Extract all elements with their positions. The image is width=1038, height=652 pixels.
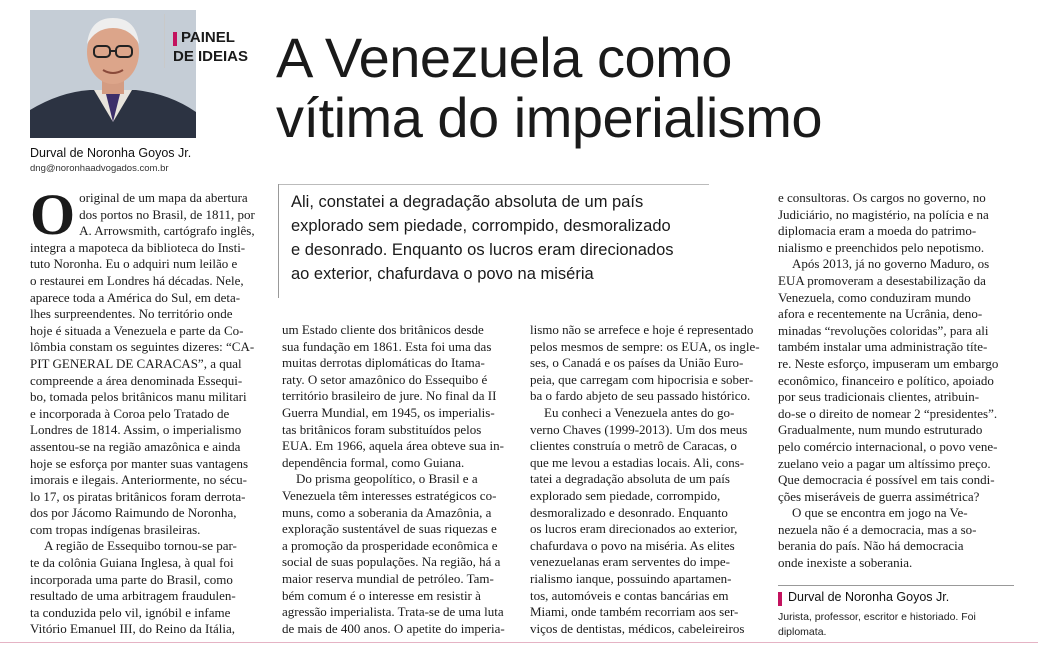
text-line: lômbia constam os seguintes dizeres: “CA- xyxy=(30,339,255,355)
text-line: social de suas populações. Na região, há a xyxy=(282,554,501,570)
text-line: Guerra Mundial, em 1945, os imperialis- xyxy=(282,404,495,420)
signature-marker xyxy=(778,592,782,606)
pull-quote-text xyxy=(291,190,715,286)
text-line: pelo comércio internacional, o povo vene- xyxy=(778,438,998,454)
text-line: EUA promoveram a desestabilização da xyxy=(778,272,986,288)
text-line: A. Arrowsmith, cartógrafo inglês, xyxy=(79,223,255,239)
text-line: econômico, financeiro e político, apoiado xyxy=(778,372,994,388)
text-line: exploração sustentável de suas riquezas e xyxy=(282,521,497,537)
headline-line2: vítima do imperialismo xyxy=(276,86,823,149)
text-line: agressão imperialista. Trata-se de uma luta xyxy=(282,604,504,620)
text-line: dos por Jácomo Raimundo de Noronha, xyxy=(30,505,237,521)
text-line: nialismo e preenchidos pelo nepotismo. xyxy=(778,239,985,255)
section-label-line1: PAINEL xyxy=(181,29,235,46)
text-line: resultado de uma arbitragem fraudulen- xyxy=(30,588,236,604)
headline-line1: A Venezuela como xyxy=(276,26,732,89)
text-line: Gradualmente, num mundo estruturado xyxy=(778,422,983,438)
text-line: explorado sem piedade, corrompido, xyxy=(530,487,721,503)
text-line: tos, automóveis e contas bancárias em xyxy=(530,587,729,603)
text-line: ba o fardo abjeto de seu passado histórico. xyxy=(530,388,751,404)
text-line: a promoção da prosperidade econômica e xyxy=(282,537,498,553)
text-line: Londres de 1814. Assim, o imperialismo xyxy=(30,422,242,438)
signature-rule xyxy=(778,585,1014,586)
text-line: Venezuela, como conduziram mundo xyxy=(778,289,971,305)
text-line: Miami, onde também recorriam aos ser- xyxy=(530,604,739,620)
section-marker xyxy=(173,32,177,46)
text-line: os lucros eram direcionados ao exterior, xyxy=(530,521,738,537)
text-line: lismo não se arrefece e hoje é representado xyxy=(530,322,754,337)
text-line: que me levou a estadias locais. Ali, cons- xyxy=(530,454,745,470)
author-email: dng@noronhaadvogados.com.br xyxy=(30,163,169,174)
article-column-2 xyxy=(282,322,520,637)
pull-quote-line: ao exterior, chafurdava o povo na miséria xyxy=(291,265,594,283)
text-line: zuelano veio a pagar um altíssimo preço. xyxy=(778,455,991,471)
section-tag xyxy=(164,14,252,68)
signature-bio-line1: Jurista, professor, escritor e historiado. Foi xyxy=(778,611,976,623)
text-line: tatei a degradação absoluta de um país xyxy=(530,471,730,487)
text-line: por seus tradicionais clientes, atribuin- xyxy=(778,389,980,405)
text-line: bém comum é o interesse em resistir à xyxy=(282,587,481,603)
pull-quote-line: explorado sem piedade, corrompido, desmoralizado xyxy=(291,217,671,235)
article-column-3 xyxy=(530,322,768,637)
article-column-4 xyxy=(778,190,1014,572)
author-name: Durval de Noronha Goyos Jr. xyxy=(30,146,192,160)
text-line: rialismo ianque, possuindo apartamen- xyxy=(530,570,732,586)
text-line: imorais e ilegais. Anteriormente, no sécu- xyxy=(30,472,247,488)
signature-bio xyxy=(778,610,1008,640)
text-line: sua fundação em 1861. Esta foi uma das xyxy=(282,338,492,354)
page-bottom-rule xyxy=(0,642,1038,643)
text-line: Vitório Emanuel III, do Reino da Itália, xyxy=(30,621,235,637)
text-line: de mais de 400 anos. O apetite do imperia- xyxy=(282,620,505,636)
text-line: bo, tomada pelos britânicos manu militari xyxy=(30,389,247,405)
text-line: ta conduzida pelo vil, ignóbil e infame xyxy=(30,604,231,620)
text-line: lo 17, os piratas britânicos foram derrota- xyxy=(30,488,246,504)
text-line: peia, que carregam com hipocrisia e sober- xyxy=(530,371,754,387)
text-line: PIT GENERAL DE CARACAS”, a qual xyxy=(30,355,242,371)
text-line: compreende a área denominada Essequi- xyxy=(30,372,243,388)
text-line: EUA. Em 1966, aquela área obteve sua in- xyxy=(282,438,505,454)
text-line: dos portos no Brasil, de 1811, por xyxy=(79,206,255,222)
text-line: maior reserva mundial de petróleo. Tam- xyxy=(282,570,494,586)
section-label-line2: DE IDEIAS xyxy=(173,48,249,65)
text-line: diplomacia eram a moeda do patrimo- xyxy=(778,223,977,239)
drop-cap: O xyxy=(30,182,76,247)
text-line: viços de dentistas, médicos, cabeleireiros xyxy=(530,620,745,636)
text-line: pelos mesmos de sempre: os EUA, os ingle- xyxy=(530,338,760,354)
text-line: incorporada uma parte do Brasil, como xyxy=(30,571,233,587)
text-line: lhes surpreendentes. No território onde xyxy=(30,306,233,322)
text-line: ções miseráveis de guerra assimétrica? xyxy=(778,488,980,504)
text-line: O que se encontra em jogo na Ve- xyxy=(792,505,968,521)
text-line: e incorporada à Coroa pelo Tratado de xyxy=(30,405,230,421)
text-line: tuto Noronha. Eu o adquiri num leilão e xyxy=(30,256,238,272)
pull-quote-line: e desonrado. Enquanto os lucros eram direcionados xyxy=(291,241,674,259)
text-line: berania do país. Não há democracia xyxy=(778,538,964,554)
pull-quote-line: Ali, constatei a degradação absoluta de um país xyxy=(291,193,644,211)
text-line: assentou-se na região amazônica e ainda xyxy=(30,438,241,454)
text-line: integra a mapoteca da biblioteca do Insti- xyxy=(30,239,246,255)
signature-bio-line2: diplomata. xyxy=(778,626,827,638)
text-line: nezuela não é a democracia, mas a so- xyxy=(778,521,977,537)
text-line: Eu conheci a Venezuela antes do go- xyxy=(544,404,735,420)
text-line: com tropas indígenas brasileiras. xyxy=(30,521,201,537)
text-line: hoje é situada a Venezuela e parte da Co- xyxy=(30,322,244,338)
text-line: também instalar uma administração títe- xyxy=(778,339,988,355)
signature-name: Durval de Noronha Goyos Jr. xyxy=(788,590,950,604)
headline xyxy=(276,28,1016,148)
text-line: A região de Essequibo tornou-se par- xyxy=(44,538,237,554)
text-line: original de um mapa da abertura xyxy=(79,190,248,205)
text-line: e consultoras. Os cargos no governo, no xyxy=(778,190,986,205)
text-line: ses, o Canadá e os países da União Euro- xyxy=(530,355,744,371)
text-line: aparece toda a América do Sul, em deta- xyxy=(30,289,241,305)
text-line: afora e recentemente na Ucrânia, deno- xyxy=(778,306,983,322)
text-line: venezuelanas eram serventes do impe- xyxy=(530,554,730,570)
pull-quote-rule xyxy=(279,184,709,185)
text-line: Do prisma geopolítico, o Brasil e a xyxy=(296,471,478,487)
text-line: verno Chaves (1999-2013). Um dos meus xyxy=(530,421,748,437)
text-line: do-se o direito de nomear 2 “presidentes”. xyxy=(778,405,998,421)
text-line: te da colônia Guiana Inglesa, à qual foi xyxy=(30,555,234,571)
text-line: hoje se esforça por manter suas vantagens xyxy=(30,455,249,471)
text-line: Judiciário, no magistério, na polícia e na xyxy=(778,206,989,222)
text-line: Após 2013, já no governo Maduro, os xyxy=(792,256,990,272)
text-line: onde inexiste a soberania. xyxy=(778,555,913,571)
pull-quote xyxy=(278,184,718,298)
text-line: desmoralizado e desonrado. Enquanto xyxy=(530,504,728,520)
text-line: Venezuela têm interesses estratégicos co- xyxy=(282,487,497,503)
article-column-1 xyxy=(30,182,274,638)
text-line: o restaurei em Londres há décadas. Nele, xyxy=(30,272,244,288)
text-line: re. Neste esforço, impuseram um embargo xyxy=(778,355,999,371)
text-line: clientes construía o metrô de Caracas, o xyxy=(530,438,737,454)
text-line: raty. O setor amazônico do Essequibo é xyxy=(282,371,488,387)
text-line: Que democracia é possível em tais condi- xyxy=(778,472,995,488)
text-line: minadas “revoluções coloridas”, para ali xyxy=(778,322,989,338)
text-line: um Estado cliente dos britânicos desde xyxy=(282,322,484,337)
text-line: tas britânicos foram substituídos pelos xyxy=(282,421,482,437)
text-line: muitas derrotas diplomáticas do Itama- xyxy=(282,355,485,371)
text-line: dependência formal, como Guiana. xyxy=(282,454,465,470)
text-line: chafurdava o povo na miséria. As elites xyxy=(530,537,735,553)
text-line: território brasileiro de jure. No final da II xyxy=(282,388,497,404)
text-line: muns, como a soberania da Amazônia, a xyxy=(282,504,492,520)
